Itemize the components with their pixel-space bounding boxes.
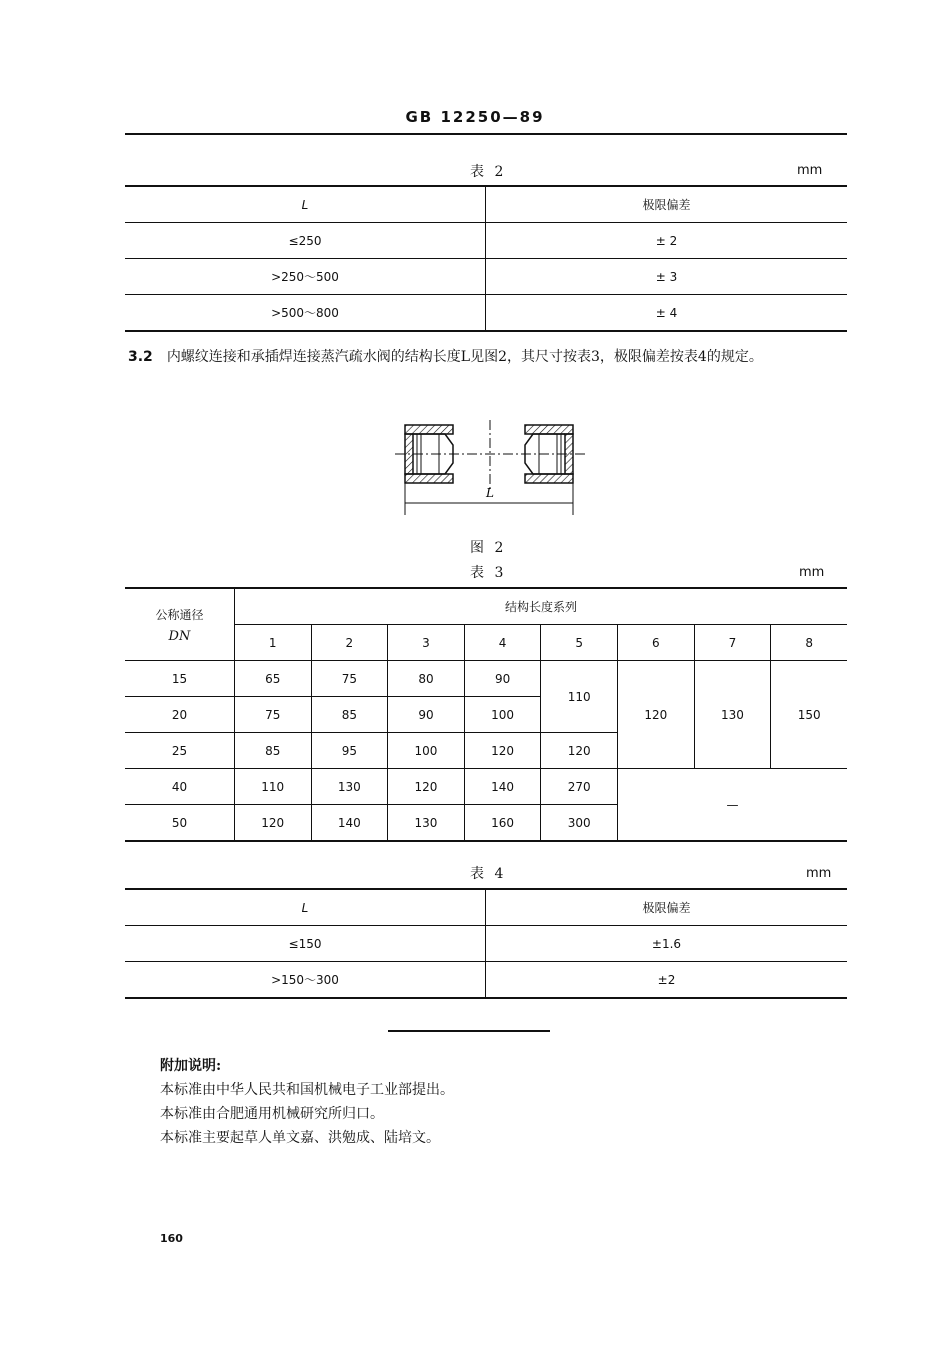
section-paragraph: [128, 345, 850, 369]
table3-cell: 100: [388, 733, 465, 769]
table-2: [125, 185, 847, 332]
table3-cell: 85: [234, 733, 311, 769]
table3-cell: 140: [311, 805, 388, 842]
page-header: GB 12250—89: [405, 108, 545, 126]
header-rule: [125, 133, 847, 135]
table4-cell-l: >150～300: [125, 962, 486, 999]
figure2-dimension-label: L: [486, 486, 494, 500]
table3-header-dn: [125, 588, 234, 661]
table-row: [125, 259, 847, 295]
table2-cell-dev: ± 3: [486, 259, 848, 295]
table4-header-l: L: [125, 889, 486, 926]
table-row: [125, 661, 847, 697]
table-row: [125, 186, 847, 223]
table-row: [125, 889, 847, 926]
table3-series-number: 5: [541, 625, 618, 661]
table3-cell: 130: [311, 769, 388, 805]
table3-series-number: 8: [771, 625, 847, 661]
table3-cell: 65: [234, 661, 311, 697]
table3-series-number: 3: [388, 625, 465, 661]
table3-header-series: 结构长度系列: [234, 588, 847, 625]
table3-cell-dn: 15: [125, 661, 234, 697]
notes-line: 本标准由合肥通用机械研究所归口。: [160, 1106, 384, 1122]
table3-unit: mm: [799, 565, 825, 580]
table2-caption: 表 2: [470, 164, 507, 180]
table3-series-number: 1: [234, 625, 311, 661]
table3-cell: 270: [541, 769, 618, 805]
table3-cell: 160: [464, 805, 541, 842]
table3-header-dn-symbol: DN: [168, 628, 191, 644]
table3-caption: 表 3: [470, 565, 507, 581]
table2-cell-l: >250～500: [125, 259, 486, 295]
table3-cell: 90: [388, 697, 465, 733]
table2-cell-dev: ± 4: [655, 305, 678, 320]
notes-line: 本标准主要起草人单文嘉、洪勉成、陆培文。: [160, 1130, 440, 1146]
table3-merged-cell-5: 110: [541, 661, 618, 733]
table4-header-dev: 极限偏差: [486, 889, 848, 926]
table3-cell: 140: [464, 769, 541, 805]
table3-cell: 120: [541, 733, 618, 769]
table3-merged-cell-6: 120: [618, 661, 695, 769]
page-number: 160: [160, 1232, 183, 1245]
table-row: [125, 926, 847, 962]
table3-cell: 120: [234, 805, 311, 842]
notes-line: 本标准由中华人民共和国机械电子工业部提出。: [160, 1082, 454, 1098]
table3-cell-dn: 40: [125, 769, 234, 805]
table3-merged-dash: —: [618, 769, 847, 842]
notes-title: 附加说明:: [160, 1058, 222, 1074]
table-row: [125, 962, 847, 999]
table2-cell-dev: ± 2: [486, 223, 848, 259]
table4-cell-dev: ±2: [657, 972, 676, 987]
table3-cell: 75: [311, 661, 388, 697]
table3-cell-dn: 50: [125, 805, 234, 842]
table3-cell: 90: [464, 661, 541, 697]
table2-cell-l: ≤250: [125, 223, 486, 259]
table3-series-number: 2: [311, 625, 388, 661]
table-row: [125, 588, 847, 625]
table3-cell: 100: [464, 697, 541, 733]
table2-cell-l: >500～800: [125, 295, 486, 332]
table2-header-l: L: [125, 186, 486, 223]
table3-cell: 75: [234, 697, 311, 733]
table-row: [125, 295, 847, 332]
table-row: [125, 769, 847, 805]
figure-2-drawing: [395, 415, 595, 520]
table-4: [125, 888, 847, 999]
table3-cell-dn: 20: [125, 697, 234, 733]
table3-series-number: 7: [694, 625, 771, 661]
table2-header-dev: 极限偏差: [486, 186, 848, 223]
table3-header-dn-label: 公称通径: [155, 607, 204, 622]
table2-unit: mm: [797, 163, 823, 178]
table3-cell: 130: [388, 805, 465, 842]
table3-cell: 120: [464, 733, 541, 769]
table3-cell: 300: [541, 805, 618, 842]
table3-cell: 120: [388, 769, 465, 805]
figure2-caption: 图 2: [470, 540, 507, 556]
table3-merged-cell-8: 150: [771, 661, 847, 769]
table3-cell-dn: 25: [125, 733, 234, 769]
section-text: 内螺纹连接和承插焊连接蒸汽疏水阀的结构长度L见图2，其尺寸按表3，极限偏差按表4的规定。: [166, 349, 763, 365]
table3-cell: 95: [311, 733, 388, 769]
table3-cell: 110: [234, 769, 311, 805]
table3-series-number: 6: [618, 625, 695, 661]
table3-series-number: 4: [464, 625, 541, 661]
table3-cell: 85: [311, 697, 388, 733]
section-number: 3.2: [128, 349, 153, 365]
table-3: [125, 587, 847, 842]
table3-cell: 80: [388, 661, 465, 697]
table4-unit: mm: [806, 866, 832, 881]
end-rule: [388, 1030, 550, 1032]
table4-cell-l: ≤150: [125, 926, 486, 962]
table3-merged-cell-7: 130: [694, 661, 771, 769]
table-row: [125, 223, 847, 259]
table4-cell-dev: ±1.6: [486, 926, 848, 962]
table4-caption: 表 4: [470, 866, 507, 882]
